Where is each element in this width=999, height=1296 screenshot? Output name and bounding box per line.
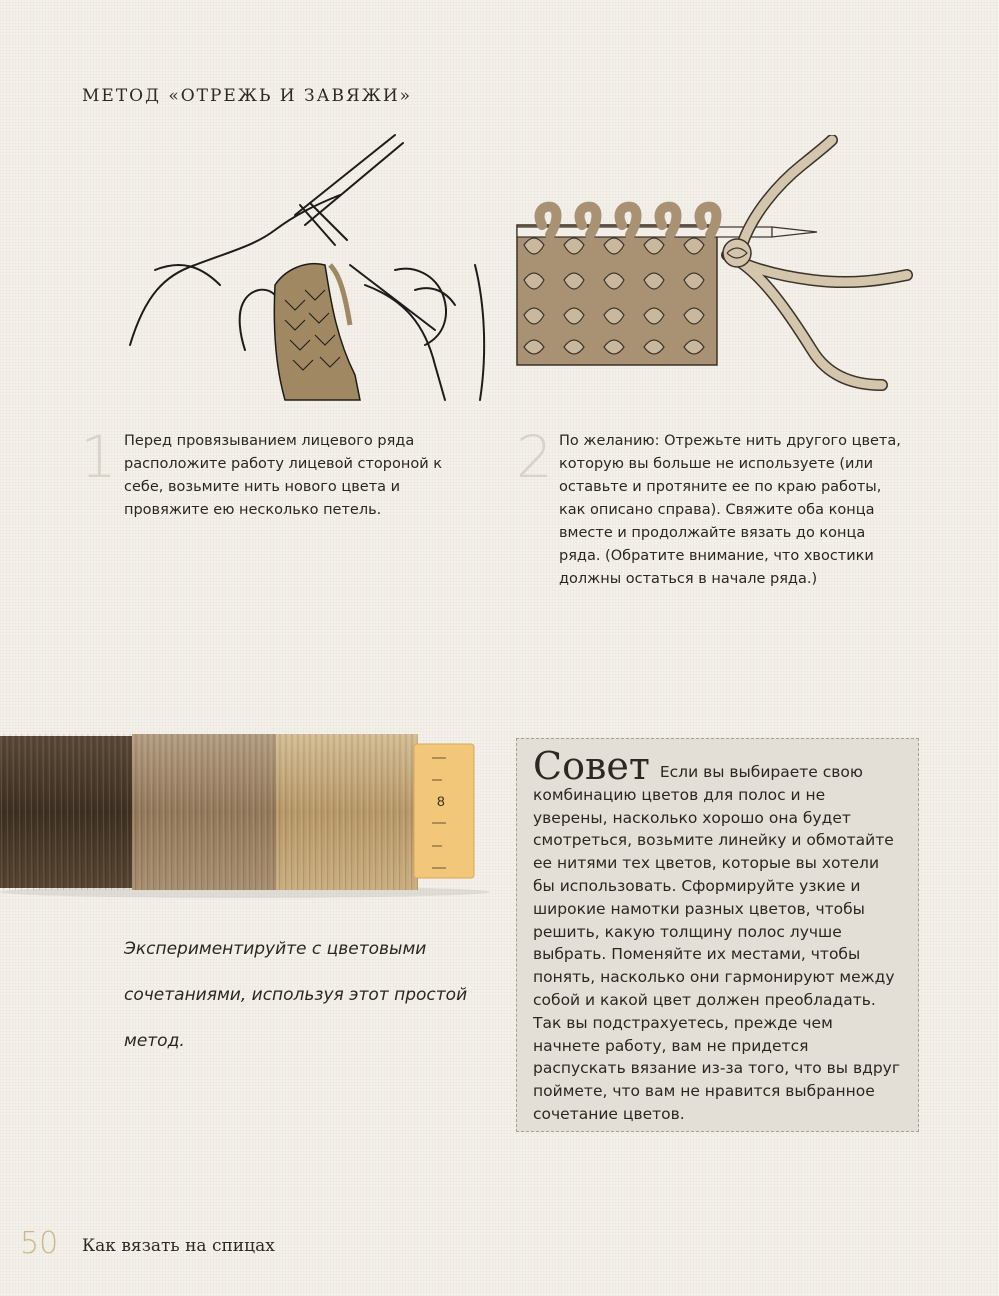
knitting-hands-illustration [125, 125, 495, 405]
photo-caption: Экспериментируйте с цветовыми сочетаниями, используя этот простой метод. [124, 939, 468, 1051]
knitted-swatch-illustration [512, 135, 922, 400]
step-2-text: По желанию: Отрежьте нить другого цвета, которую вы больше не используете (или оставьте и протяните ее по краю работы, как описано справа). Свяжите оба конца вместе и продолжайте вязать до конца ряда. (Обратите внимание, что хвостики должны остаться в начале ряда.) [559, 433, 901, 587]
tip-content [533, 744, 902, 1126]
book-title: Как вязать на спицах [82, 1236, 275, 1256]
tip-text: Если вы выбираете свою комбинацию цветов для полос и не уверены, насколько хорошо она будет смотреться, возьмите линейку и обмотайте ее нитями тех цветов, которые вы хотели бы использовать. Сформируйте узкие и широкие намотки разных цветов, чтобы решить, какую толщину полос лучше выбрать. Поменяйте их местами, чтобы понять, насколько они гармонируют между собой и какой цвет должен преобладать. Так вы подстрахуетесь, прежде чем начнете работу, вам не придется распускать вязание из-за того, что вы вдруг поймете, что вам не нравится выбранное сочетание цветов. [533, 763, 900, 1123]
tip-title: Совет [533, 744, 650, 788]
tip-box [516, 738, 919, 1132]
ruler-mark: 8 [437, 793, 445, 809]
yarn-wrapped-ruler-photo [0, 728, 490, 898]
section-title: МЕТОД «ОТРЕЖЬ И ЗАВЯЖИ» [82, 86, 413, 106]
step-2-number: 2 [516, 423, 553, 491]
step-1-number: 1 [80, 423, 117, 491]
step-1-text: Перед провязыванием лицевого ряда расположите работу лицевой стороной к себе, возьмите нить нового цвета и провяжите ею несколько петель. [124, 433, 442, 518]
page-number: 50 [20, 1226, 59, 1261]
